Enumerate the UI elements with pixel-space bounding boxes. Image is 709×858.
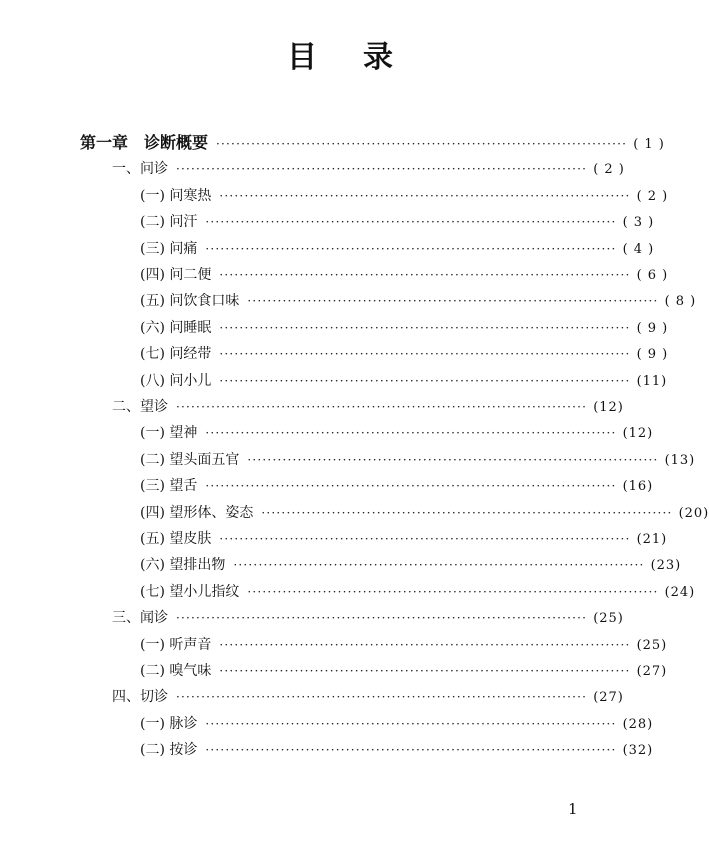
- dot-leader: ··················································································: [219, 188, 631, 203]
- dot-leader: ··················································································: [219, 320, 631, 335]
- toc-entry-label: (四) 望形体、姿态: [140, 504, 254, 521]
- dot-leader: ··················································································: [219, 373, 631, 388]
- toc-entry-label: (八) 问小儿: [140, 372, 212, 389]
- toc-entry-label: (一) 脉诊: [140, 715, 198, 732]
- dot-leader: ··················································································: [176, 690, 588, 705]
- toc-entry[interactable]: [140, 658, 668, 684]
- toc-entry[interactable]: [140, 500, 709, 526]
- dot-leader: ··················································································: [219, 532, 631, 546]
- toc-entry[interactable]: [140, 262, 669, 288]
- toc-entry-page: (27): [636, 664, 668, 679]
- dot-leader: ··················································································: [247, 452, 659, 467]
- toc-entry-page: (25): [593, 611, 624, 627]
- page-title: [0, 32, 680, 76]
- toc-entry-page: (32): [622, 743, 654, 759]
- toc-entry[interactable]: [80, 130, 665, 156]
- title-char-1: 目: [287, 40, 317, 75]
- toc-entry[interactable]: [140, 737, 654, 763]
- toc-entry[interactable]: [140, 341, 669, 367]
- dot-leader: ··················································································: [216, 137, 628, 151]
- toc-entry-label: (一) 望神: [140, 425, 198, 442]
- toc-entry-label: 二、望诊: [112, 399, 168, 415]
- toc-entry-page: (20): [678, 505, 709, 521]
- toc-entry[interactable]: [140, 209, 655, 235]
- dot-leader: ··················································································: [205, 479, 617, 494]
- dot-leader: ··················································································: [205, 426, 617, 441]
- toc-entry-label: (五) 望皮肤: [140, 531, 212, 547]
- toc-entry-page: ( 9 ): [636, 347, 669, 363]
- toc-entry-label: (二) 问汗: [140, 214, 198, 231]
- toc-entry-page: (25): [636, 637, 668, 653]
- toc-entry-label: (二) 按诊: [140, 742, 198, 759]
- page-number: 1: [568, 800, 578, 818]
- toc-entry[interactable]: [140, 447, 696, 473]
- dot-leader: ··················································································: [247, 294, 659, 309]
- toc-entry-label: (六) 望排出物: [140, 557, 226, 574]
- toc-entry-page: (27): [593, 690, 624, 706]
- toc-entry-label: (一) 听声音: [140, 636, 212, 653]
- toc-entry-label: (二) 望头面五官: [140, 451, 240, 468]
- toc-entry-page: (28): [622, 716, 654, 732]
- toc-entry[interactable]: [140, 315, 669, 341]
- toc-entry-page: (23): [650, 558, 682, 574]
- toc-entry-page: ( 8 ): [664, 294, 697, 310]
- toc-entry-page: (16): [622, 479, 654, 495]
- toc-entry-page: (12): [622, 426, 654, 442]
- dot-leader: ··················································································: [205, 716, 617, 731]
- toc-entry-label: 三、闻诊: [112, 610, 168, 627]
- toc-entry-label: (二) 嗅气味: [140, 663, 212, 679]
- toc-entry-page: ( 2 ): [636, 188, 669, 204]
- dot-leader: ··················································································: [205, 215, 617, 230]
- toc-entry[interactable]: [112, 156, 625, 182]
- toc-entry[interactable]: [140, 526, 668, 552]
- dot-leader: ··················································································: [205, 743, 617, 758]
- dot-leader: ··················································································: [233, 558, 645, 573]
- toc-entry[interactable]: [112, 684, 624, 710]
- toc-entry[interactable]: [140, 579, 696, 605]
- toc-entry-page: (11): [636, 373, 668, 389]
- toc-entry-label: (六) 问睡眠: [140, 319, 212, 336]
- toc-entry[interactable]: [140, 632, 668, 658]
- toc-entry-label: 第一章 诊断概要: [80, 133, 209, 152]
- toc-entry-page: ( 1 ): [633, 137, 665, 152]
- dot-leader: ··················································································: [176, 400, 588, 414]
- toc-entry-page: ( 3 ): [622, 215, 655, 231]
- toc-entry-page: (21): [636, 532, 668, 547]
- toc-entry-label: (一) 问寒热: [140, 187, 212, 204]
- dot-leader: ··················································································: [205, 241, 617, 256]
- dot-leader: ··················································································: [219, 664, 631, 678]
- toc-entry[interactable]: [112, 394, 624, 420]
- toc-entry[interactable]: [140, 420, 654, 446]
- toc-entry-page: (13): [664, 452, 696, 468]
- toc-entry-label: 四、切诊: [112, 689, 168, 706]
- toc-entry[interactable]: [140, 368, 668, 394]
- dot-leader: ··················································································: [247, 584, 659, 599]
- toc-entry-page: ( 4 ): [622, 241, 655, 257]
- toc-entry-page: (24): [664, 584, 696, 600]
- dot-leader: ··················································································: [176, 611, 588, 626]
- toc-entry-label: (五) 问饮食口味: [140, 293, 240, 310]
- toc-entry[interactable]: [140, 473, 654, 499]
- toc-entry-label: (三) 望舌: [140, 478, 198, 495]
- title-char-2: 录: [363, 40, 393, 75]
- dot-leader: ··················································································: [261, 505, 673, 520]
- toc-entry[interactable]: [112, 605, 624, 631]
- toc-entry[interactable]: [140, 236, 655, 262]
- toc-entry[interactable]: [140, 183, 669, 209]
- toc-entry[interactable]: [140, 711, 654, 737]
- toc-entry-page: (12): [593, 400, 624, 415]
- toc-entry[interactable]: [140, 552, 682, 578]
- toc-entry-page: ( 9 ): [636, 320, 669, 336]
- toc-entry-label: (四) 问二便: [140, 267, 212, 283]
- toc-entry[interactable]: [140, 288, 697, 314]
- toc-entry-label: (三) 问痛: [140, 240, 198, 257]
- dot-leader: ··················································································: [219, 268, 631, 282]
- toc-entry-label: (七) 望小儿指纹: [140, 583, 240, 600]
- toc-entry-page: ( 6 ): [636, 268, 669, 283]
- toc-entry-label: (七) 问经带: [140, 346, 212, 363]
- toc-entry-page: ( 2 ): [593, 162, 625, 178]
- dot-leader: ··················································································: [219, 637, 631, 652]
- dot-leader: ··················································································: [219, 347, 631, 362]
- toc-entry-label: 一、问诊: [112, 161, 168, 178]
- dot-leader: ··················································································: [176, 162, 588, 177]
